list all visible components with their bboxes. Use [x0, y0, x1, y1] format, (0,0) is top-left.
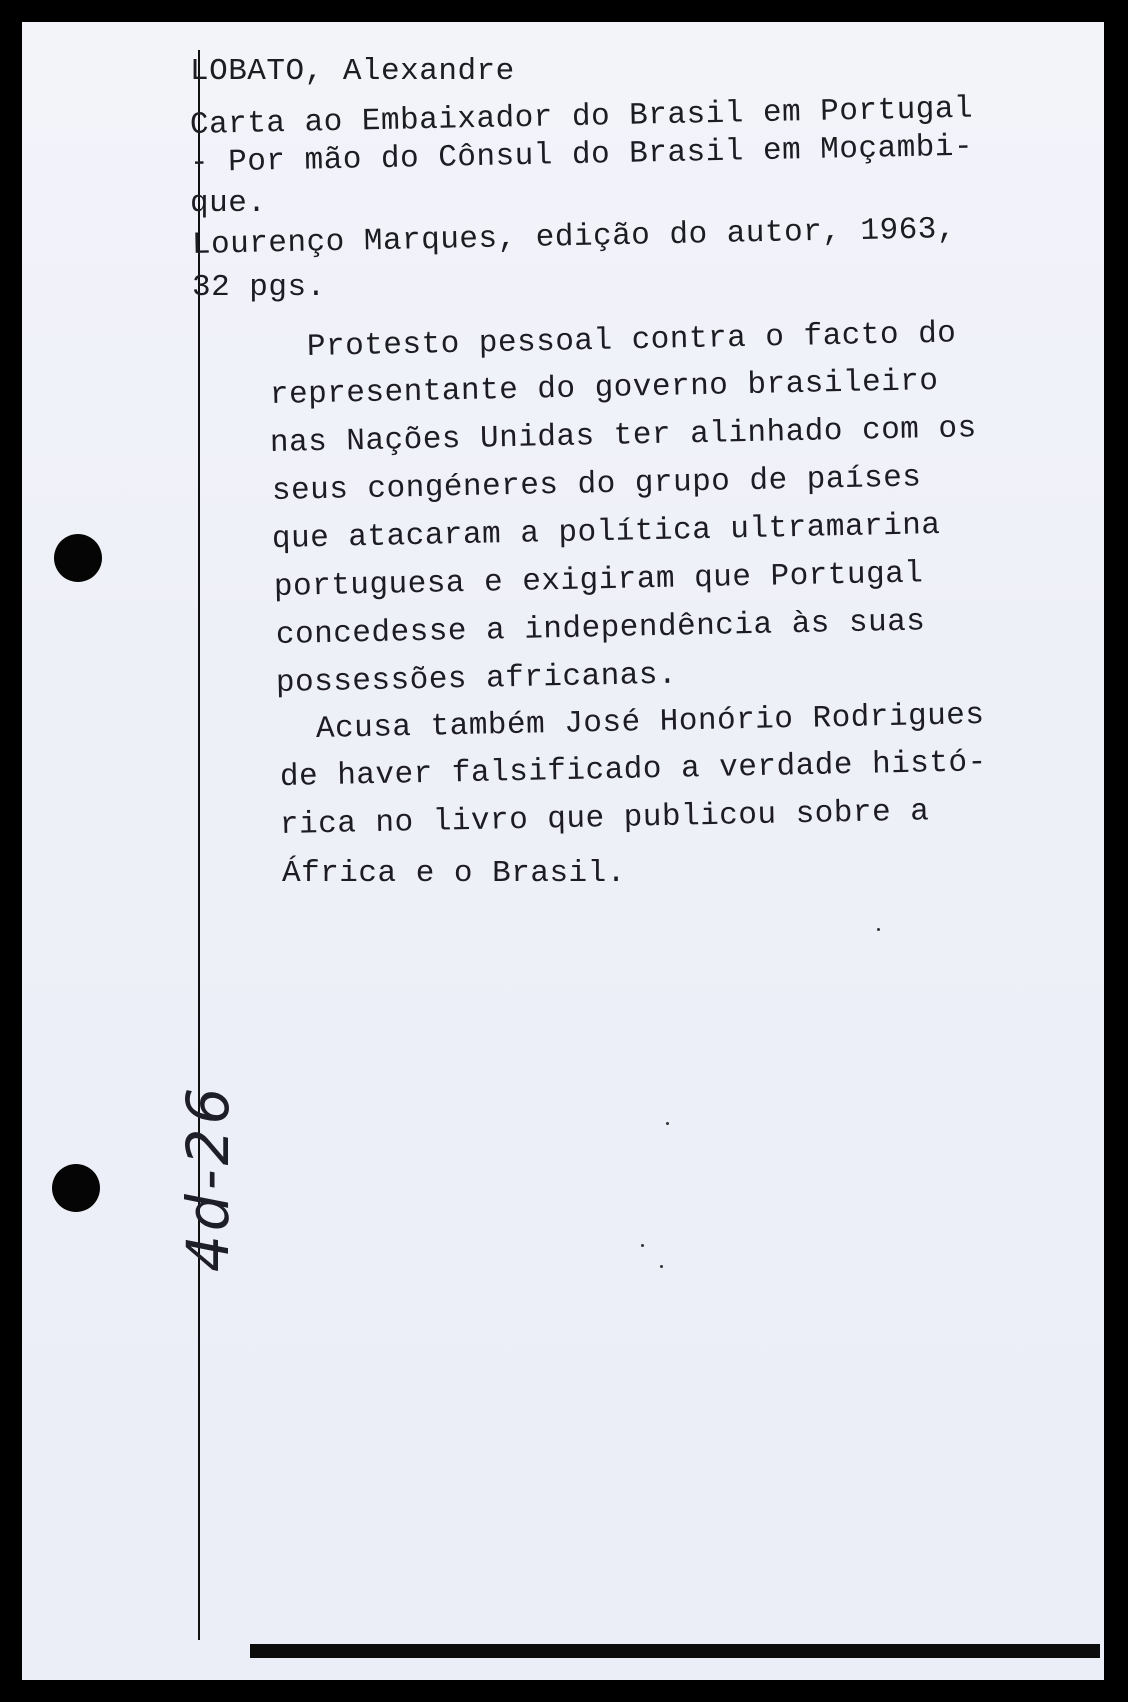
scan-speck	[666, 1122, 669, 1125]
title-line-3: que.	[190, 186, 267, 221]
title-line-2: - Por mão do Cônsul do Brasil em Moçambi-	[189, 129, 974, 181]
punch-hole-bottom	[52, 1164, 100, 1212]
scan-speck	[877, 928, 880, 931]
summary-p1-line-1: Protesto pessoal contra o facto do	[306, 316, 957, 365]
summary-p1-line-6: portuguesa e exigiram que Portugal	[273, 556, 924, 605]
punch-hole-top	[54, 534, 102, 582]
imprint-line-2: 32 pgs.	[192, 270, 326, 305]
summary-p1-line-4: seus congéneres do grupo de países	[271, 460, 922, 509]
title-line-1: Carta ao Embaixador do Brasil em Portugal	[189, 91, 974, 143]
summary-p2-line-3: rica no livro que publicou sobre a	[279, 794, 930, 843]
bottom-border-bar	[250, 1644, 1100, 1658]
summary-p1-line-5: que atacaram a política ultramarina	[271, 508, 941, 557]
summary-p1-line-7: concedesse a independência às suas	[275, 604, 926, 653]
summary-p1-line-3: nas Nações Unidas ter alinhado com os	[269, 411, 978, 461]
scan-speck	[660, 1265, 663, 1268]
summary-p1-line-2: representante do governo brasileiro	[269, 364, 939, 413]
summary-p2-line-2: de haver falsificado a verdade histó-	[279, 745, 988, 795]
summary-p2-line-4: África e o Brasil.	[282, 856, 626, 891]
author-line: LOBATO, Alexandre	[190, 54, 515, 89]
handwritten-catalog-number: 4d-26	[174, 1083, 242, 1272]
index-card-sheet	[22, 22, 1104, 1680]
summary-p1-line-8: possessões africanas.	[275, 657, 678, 701]
summary-p2-line-1: Acusa também José Honório Rodrigues	[315, 698, 985, 747]
imprint-line-1: Lourenço Marques, edição do autor, 1963,	[191, 212, 957, 263]
scan-speck	[641, 1244, 644, 1247]
